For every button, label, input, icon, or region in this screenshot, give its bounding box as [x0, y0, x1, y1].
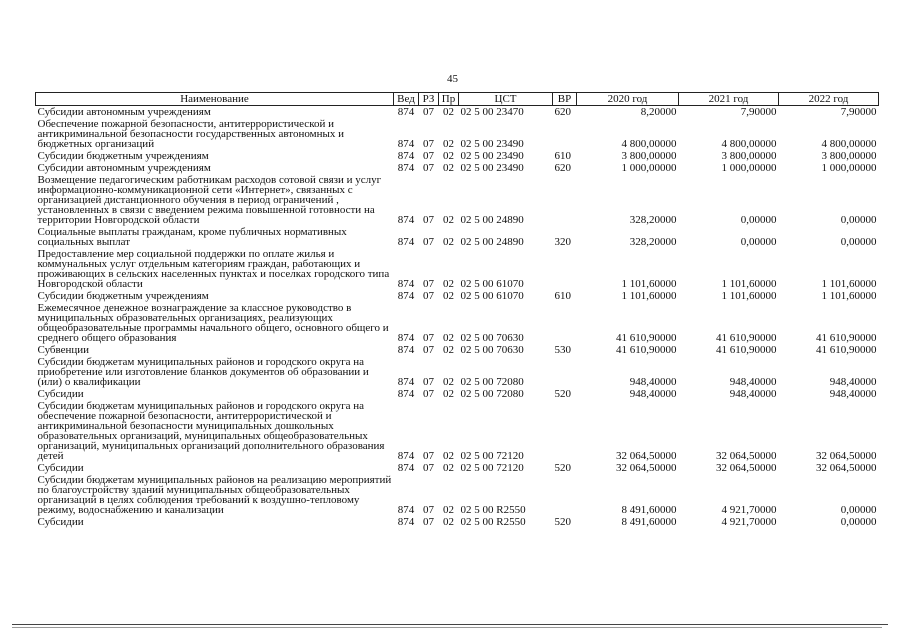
- header-2020: 2020 год: [577, 93, 679, 106]
- cell-ved: 874: [397, 516, 415, 528]
- cell-name: Субсидии бюджетам муниципальных районов на реализацию мероприятий по благоустройству зданий муниципальных общеобразовательных организаций в целях соблюдения требований к воздушно-тепловому режиму, водоснабжению и канализации: [37, 474, 392, 516]
- cell-pr: 02: [443, 450, 454, 462]
- cell-cst: 02 5 00 72120: [460, 462, 524, 474]
- cell-ved: 874: [397, 214, 415, 226]
- cell-2020: 1 101,60000: [621, 278, 677, 290]
- table-row: [36, 226, 879, 248]
- table-body: [36, 106, 879, 529]
- footer-rule: [12, 624, 888, 625]
- cell-vr: 520: [554, 462, 571, 474]
- cell-pr: 02: [443, 376, 454, 388]
- header-ved: Вед: [394, 93, 419, 106]
- cell-rz: 07: [423, 504, 434, 516]
- budget-table: [35, 92, 879, 528]
- cell-vr: 520: [554, 388, 571, 400]
- cell-ved: 874: [397, 150, 415, 162]
- cell-ved: 874: [397, 344, 415, 356]
- cell-name: Субсидии бюджетным учреждениям: [37, 290, 209, 302]
- cell-2021: 3 800,00000: [721, 150, 777, 162]
- cell-2022: 32 064,50000: [816, 462, 877, 474]
- cell-name: Субсидии бюджетным учреждениям: [37, 150, 209, 162]
- header-pr: Пр: [439, 93, 459, 106]
- header-rz: РЗ: [419, 93, 439, 106]
- table-row: [36, 400, 879, 462]
- cell-vr: [553, 400, 577, 462]
- cell-2021: 1 101,60000: [721, 278, 777, 290]
- header-2021: 2021 год: [679, 93, 779, 106]
- cell-vr: 320: [554, 236, 571, 248]
- cell-ved: 874: [397, 450, 415, 462]
- cell-2022: 32 064,50000: [816, 450, 877, 462]
- cell-pr: 02: [443, 214, 454, 226]
- cell-vr: 520: [554, 516, 571, 528]
- cell-pr: 02: [443, 516, 454, 528]
- cell-2020: 3 800,00000: [621, 150, 677, 162]
- cell-2020: 328,20000: [629, 236, 677, 248]
- cell-ved: 874: [397, 138, 415, 150]
- cell-2022: 41 610,90000: [816, 332, 877, 344]
- cell-2021: 0,00000: [740, 214, 777, 226]
- cell-ved: 874: [397, 162, 415, 174]
- cell-cst: 02 5 00 23470: [460, 106, 524, 118]
- cell-2021: 0,00000: [740, 236, 777, 248]
- cell-ved: 874: [397, 462, 415, 474]
- cell-name: Субсидии бюджетам муниципальных районов и городского округа на обеспечение пожарной безопасности, антитеррористической и антикриминальной безопасности муниципальных дошкольных образовательных организаций, муниципальных общеобразовательных организаций, муниципальных организаций дополнительного образования детей: [37, 400, 385, 462]
- cell-pr: 02: [443, 290, 454, 302]
- cell-2021: 41 610,90000: [716, 332, 777, 344]
- cell-rz: 07: [423, 236, 434, 248]
- cell-name: Субвенции: [37, 344, 90, 356]
- cell-2021: 1 000,00000: [721, 162, 777, 174]
- cell-vr: 610: [554, 290, 571, 302]
- cell-ved: 874: [397, 332, 415, 344]
- cell-2022: 948,40000: [829, 376, 877, 388]
- cell-2022: 4 800,00000: [821, 138, 877, 150]
- header-vr: ВР: [553, 93, 577, 106]
- cell-vr: [553, 248, 577, 290]
- cell-rz: 07: [423, 344, 434, 356]
- table-row: [36, 474, 879, 516]
- cell-cst: 02 5 00 72120: [460, 450, 524, 462]
- cell-name: Субсидии: [37, 462, 84, 474]
- cell-vr: [553, 302, 577, 344]
- table-row: [36, 162, 879, 174]
- cell-2020: 41 610,90000: [616, 344, 677, 356]
- cell-cst: 02 5 00 70630: [460, 344, 524, 356]
- cell-rz: 07: [423, 388, 434, 400]
- cell-rz: 07: [423, 106, 434, 118]
- cell-ved: 874: [397, 376, 415, 388]
- cell-name: Субсидии бюджетам муниципальных районов и городского округа на приобретение или изготовление бланков документов об образовании и (или) о квалификации: [37, 356, 369, 388]
- cell-name: Субсидии: [37, 388, 84, 400]
- cell-2021: 948,40000: [729, 388, 777, 400]
- cell-2021: 4 921,70000: [721, 516, 777, 528]
- table-header-row: [36, 93, 879, 106]
- cell-2020: 948,40000: [629, 376, 677, 388]
- footer-rule-secondary: [12, 627, 882, 628]
- cell-cst: 02 5 00 24890: [460, 236, 524, 248]
- cell-2022: 948,40000: [829, 388, 877, 400]
- cell-rz: 07: [423, 376, 434, 388]
- cell-pr: 02: [443, 462, 454, 474]
- cell-pr: 02: [443, 344, 454, 356]
- cell-pr: 02: [443, 332, 454, 344]
- cell-pr: 02: [443, 138, 454, 150]
- cell-cst: 02 5 00 61070: [460, 290, 524, 302]
- table-row: [36, 344, 879, 356]
- cell-cst: 02 5 00 23490: [460, 150, 524, 162]
- cell-name: Социальные выплаты гражданам, кроме публичных нормативных социальных выплат: [37, 226, 347, 248]
- cell-name: Субсидии автономным учреждениям: [37, 162, 211, 174]
- cell-2020: 328,20000: [629, 214, 677, 226]
- cell-2022: 0,00000: [840, 516, 877, 528]
- table-row: [36, 150, 879, 162]
- cell-2021: 41 610,90000: [716, 344, 777, 356]
- cell-rz: 07: [423, 278, 434, 290]
- cell-name: Субсидии автономным учреждениям: [37, 106, 211, 118]
- cell-name: Возмещение педагогическим работникам расходов сотовой связи и услуг информационно-коммуникационной сети «Интернет», связанных с организацией дистанционного обучения в период ограничений , установленных в связи с введением режима повышенной готовности на территории Новгородской области: [37, 174, 382, 226]
- cell-ved: 874: [397, 278, 415, 290]
- cell-vr: [553, 474, 577, 516]
- cell-2022: 0,00000: [840, 504, 877, 516]
- cell-cst: 02 5 00 23490: [460, 138, 524, 150]
- cell-2022: 1 101,60000: [821, 278, 877, 290]
- cell-vr: [553, 118, 577, 150]
- cell-2020: 8 491,60000: [621, 516, 677, 528]
- table-row: [36, 388, 879, 400]
- cell-rz: 07: [423, 290, 434, 302]
- cell-rz: 07: [423, 332, 434, 344]
- cell-cst: 02 5 00 R2550: [460, 504, 526, 516]
- table-row: [36, 174, 879, 226]
- cell-vr: 610: [554, 150, 571, 162]
- cell-2021: 1 101,60000: [721, 290, 777, 302]
- cell-rz: 07: [423, 516, 434, 528]
- cell-2022: 1 101,60000: [821, 290, 877, 302]
- cell-2020: 32 064,50000: [616, 462, 677, 474]
- cell-pr: 02: [443, 236, 454, 248]
- cell-vr: 530: [554, 344, 571, 356]
- table-row: [36, 516, 879, 528]
- cell-2020: 41 610,90000: [616, 332, 677, 344]
- table-row: [36, 118, 879, 150]
- cell-pr: 02: [443, 106, 454, 118]
- cell-pr: 02: [443, 162, 454, 174]
- cell-pr: 02: [443, 278, 454, 290]
- cell-cst: 02 5 00 72080: [460, 388, 524, 400]
- cell-2021: 7,90000: [740, 106, 777, 118]
- page-number: 45: [447, 73, 458, 85]
- cell-rz: 07: [423, 450, 434, 462]
- cell-2022: 3 800,00000: [821, 150, 877, 162]
- header-2022: 2022 год: [779, 93, 879, 106]
- cell-2020: 1 101,60000: [621, 290, 677, 302]
- cell-2020: 1 000,00000: [621, 162, 677, 174]
- cell-vr: 620: [554, 162, 571, 174]
- table-row: [36, 356, 879, 388]
- cell-name: Ежемесячное денежное вознаграждение за классное руководство в муниципальных образовательных организациях, реализующих общеобразовательные программы начального общего, основного общего и среднего общего образования: [37, 302, 389, 344]
- cell-2022: 0,00000: [840, 236, 877, 248]
- cell-2022: 41 610,90000: [816, 344, 877, 356]
- cell-ved: 874: [397, 388, 415, 400]
- header-name: Наименование: [36, 93, 394, 106]
- header-cst: ЦСТ: [459, 93, 553, 106]
- cell-cst: 02 5 00 R2550: [460, 516, 526, 528]
- cell-2022: 1 000,00000: [821, 162, 877, 174]
- cell-vr: 620: [554, 106, 571, 118]
- cell-ved: 874: [397, 106, 415, 118]
- table-row: [36, 106, 879, 119]
- cell-2021: 4 921,70000: [721, 504, 777, 516]
- cell-2022: 0,00000: [840, 214, 877, 226]
- cell-pr: 02: [443, 504, 454, 516]
- cell-2021: 4 800,00000: [721, 138, 777, 150]
- cell-2020: 8 491,60000: [621, 504, 677, 516]
- cell-cst: 02 5 00 72080: [460, 376, 524, 388]
- cell-2021: 948,40000: [729, 376, 777, 388]
- cell-2020: 8,20000: [640, 106, 677, 118]
- table-row: [36, 248, 879, 290]
- cell-cst: 02 5 00 70630: [460, 332, 524, 344]
- cell-rz: 07: [423, 150, 434, 162]
- cell-2020: 32 064,50000: [616, 450, 677, 462]
- table-row: [36, 290, 879, 302]
- cell-name: Обеспечение пожарной безопасности, антитеррористической и антикриминальной безопасности государственных автономных и бюджетных организаций: [37, 118, 344, 150]
- cell-name: Субсидии: [37, 516, 84, 528]
- cell-2020: 4 800,00000: [621, 138, 677, 150]
- cell-cst: 02 5 00 23490: [460, 162, 524, 174]
- cell-cst: 02 5 00 24890: [460, 214, 524, 226]
- cell-name: Предоставление мер социальной поддержки по оплате жилья и коммунальных услуг отдельным категориям граждан, работающих и проживающих в сельских населенных пунктах и поселках городского типа Новгородской области: [37, 248, 390, 290]
- cell-pr: 02: [443, 388, 454, 400]
- cell-2020: 948,40000: [629, 388, 677, 400]
- cell-rz: 07: [423, 138, 434, 150]
- cell-ved: 874: [397, 504, 415, 516]
- cell-ved: 874: [397, 236, 415, 248]
- cell-rz: 07: [423, 462, 434, 474]
- cell-pr: 02: [443, 150, 454, 162]
- cell-vr: [553, 356, 577, 388]
- cell-rz: 07: [423, 214, 434, 226]
- table-row: [36, 302, 879, 344]
- cell-rz: 07: [423, 162, 434, 174]
- cell-2021: 32 064,50000: [716, 462, 777, 474]
- cell-cst: 02 5 00 61070: [460, 278, 524, 290]
- table-row: [36, 462, 879, 474]
- cell-2022: 7,90000: [840, 106, 877, 118]
- cell-vr: [553, 174, 577, 226]
- cell-2021: 32 064,50000: [716, 450, 777, 462]
- cell-ved: 874: [397, 290, 415, 302]
